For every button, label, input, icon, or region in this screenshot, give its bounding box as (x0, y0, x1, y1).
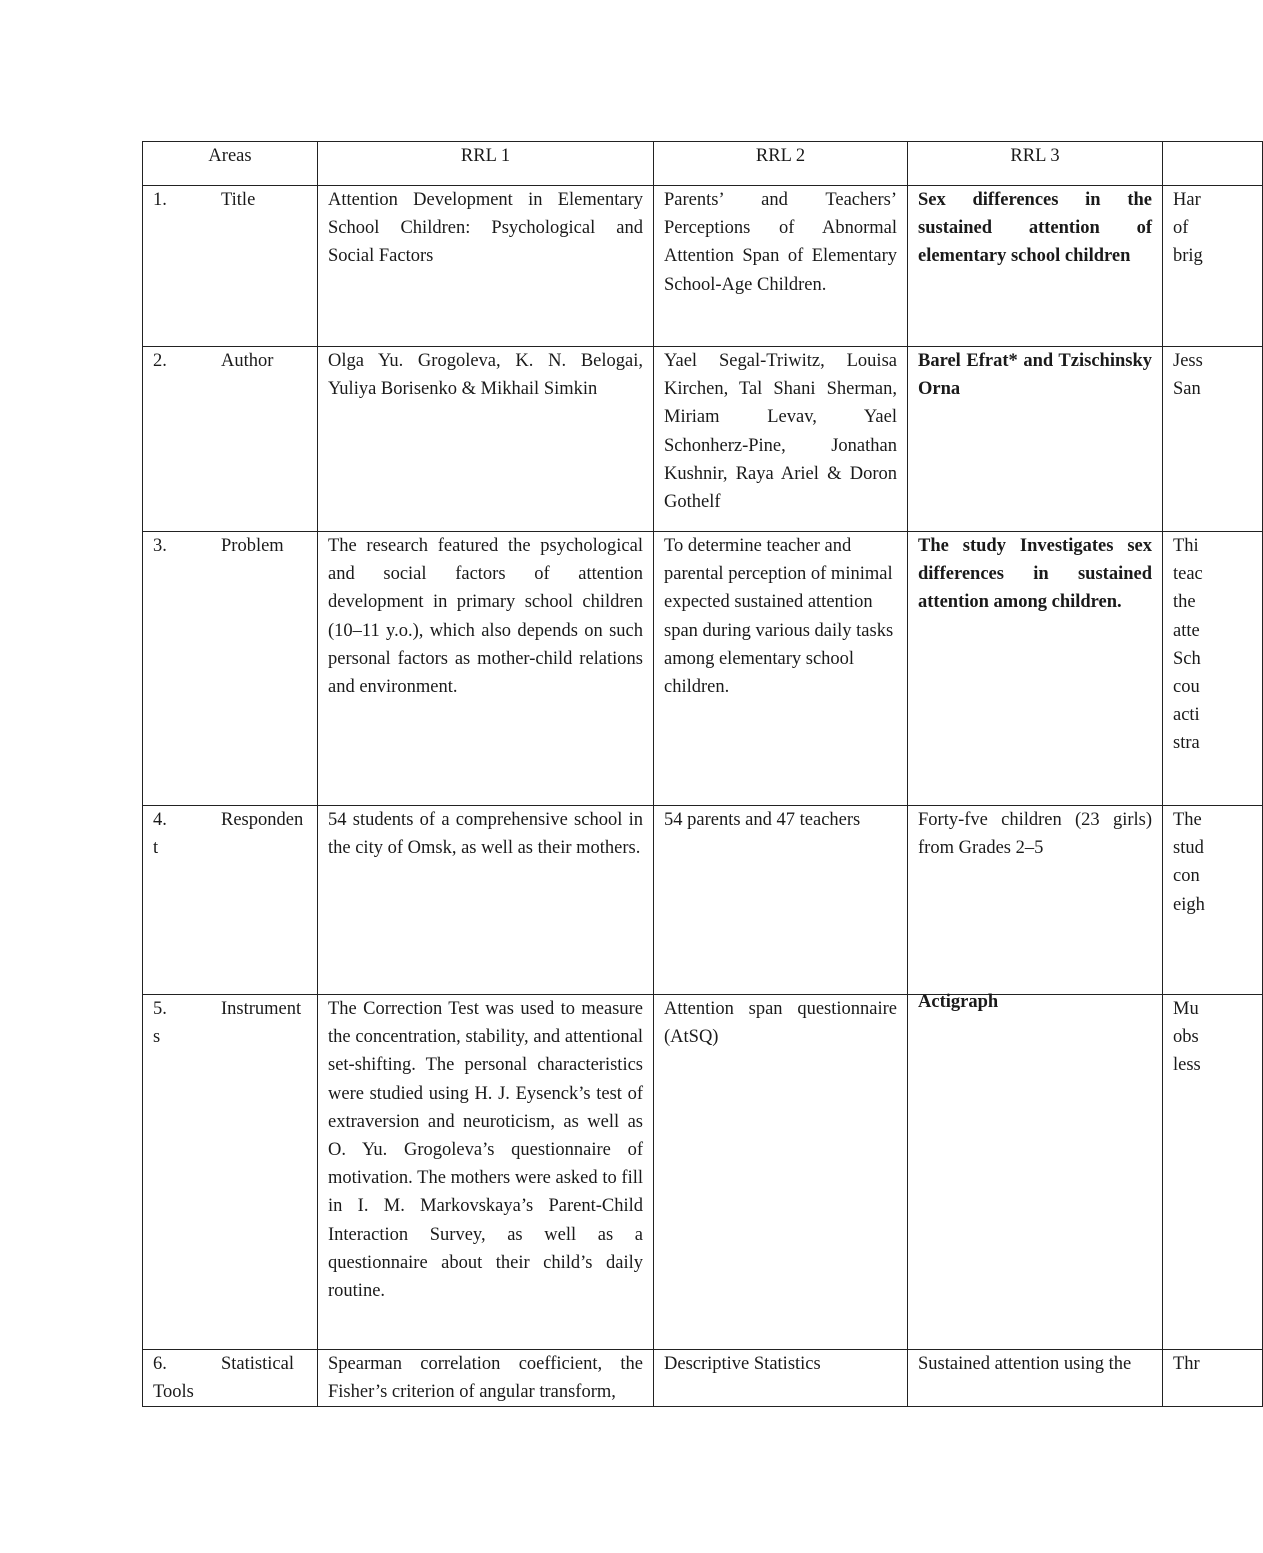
rrl2-cell: Parents’ and Teachers’ Perceptions of Abnormal Attention Span of Elementary School-Age Children. (654, 186, 908, 347)
area-label: Respondent (153, 810, 304, 859)
rrl4-cell (1163, 186, 1263, 347)
rrl4-line: less (1173, 1055, 1201, 1076)
area-number: 6. (153, 1354, 167, 1374)
area-label: Title (221, 190, 256, 210)
rrl4-line: Jess (1173, 351, 1203, 371)
rrl1-cell: Spearman correlation coefficient, the Fisher’s criterion of angular transform, (318, 1350, 654, 1407)
area-label: Instruments (153, 999, 302, 1048)
area-cell (143, 806, 318, 995)
rrl4-line: the (1173, 592, 1196, 613)
header-rrl-2: RRL 2 (654, 142, 908, 186)
rrl3-cell: The study Investigates sex differences in sustained attention among children. (908, 532, 1163, 806)
area-label: Problem (221, 536, 284, 556)
rrl4-line: stud (1173, 838, 1204, 859)
area-cell (143, 995, 318, 1350)
rrl4-line: acti (1173, 705, 1200, 726)
rrl3-cell: Sex differences in the sustained attention of elementary school children (908, 186, 1163, 347)
rrl2-cell: To determine teacher and parental perception of minimal expected sustained attention span during various daily tasks among elementary school children. (654, 532, 908, 806)
rrl4-line: teac (1173, 564, 1203, 585)
rrl4-line: Thi (1173, 536, 1199, 556)
area-label: Author (221, 351, 274, 371)
rrl1-cell: The research featured the psychological and social factors of attention development in primary school children (10–11 y.o.), which also depends on such personal factors as mother-child relations and environment. (318, 532, 654, 806)
rrl1-cell: The Correction Test was used to measure the concentration, stability, and attentional set-shifting. The personal characteristics were studied using H. J. Eysenck’s test of extraversion and neuroticism, as well as O. Yu. Grogoleva’s questionnaire of motivation. The mothers were asked to fill in I. M. Markovskaya’s Parent-Child Interaction Survey, as well as a questionnaire about their child’s daily routine. (318, 995, 654, 1350)
header-areas: Areas (143, 142, 318, 186)
rrl4-line: brig (1173, 246, 1203, 267)
rrl2-cell: Descriptive Statistics (654, 1350, 908, 1407)
area-number: 2. (153, 351, 167, 371)
rrl4-line: Sch (1173, 648, 1201, 669)
table-row-author (143, 347, 1263, 532)
rrl4-line: eigh (1173, 894, 1205, 915)
area-cell (143, 186, 318, 347)
area-number: 5. (153, 999, 167, 1019)
header-rrl-4 (1163, 142, 1263, 186)
rrl2-cell: 54 parents and 47 teachers (654, 806, 908, 995)
rrl4-line: San (1173, 379, 1201, 400)
area-cell (143, 347, 318, 532)
rrl1-cell: Olga Yu. Grogoleva, K. N. Belogai, Yuliya Borisenko & Mikhail Simkin (318, 347, 654, 532)
area-number: 4. (153, 810, 167, 830)
rrl3-cell: Barel Efrat* and Tzischinsky Orna (908, 347, 1163, 532)
rrl-comparison-table (142, 141, 1263, 1407)
table-row-title (143, 186, 1263, 347)
rrl4-cell (1163, 995, 1263, 1350)
table-row-instruments (143, 995, 1263, 1350)
rrl2-cell: Attention span questionnaire (AtSQ) (654, 995, 908, 1350)
rrl4-line: stra (1173, 733, 1200, 754)
rrl4-line: The (1173, 810, 1202, 830)
rrl1-cell: Attention Development in Elementary School Children: Psychological and Social Factors (318, 186, 654, 347)
table-row-respondent (143, 806, 1263, 995)
rrl4-cell (1163, 806, 1263, 995)
rrl4-line: Mu (1173, 999, 1199, 1019)
rrl4-cell (1163, 347, 1263, 532)
area-cell (143, 1350, 318, 1407)
rrl4-cell (1163, 1350, 1263, 1407)
table-row-problem (143, 532, 1263, 806)
rrl4-line: Thr (1173, 1354, 1200, 1374)
area-number: 1. (153, 190, 167, 210)
area-number: 3. (153, 536, 167, 556)
rrl3-cell: Sustained attention using the (908, 1350, 1163, 1407)
area-label: Statistical Tools (153, 1354, 294, 1403)
rrl2-cell: Yael Segal-Triwitz, Louisa Kirchen, Tal Shani Sherman, Miriam Levav, Yael Schonherz-Pine, Jonathan Kushnir, Raya Ariel & Doron Gothelf (654, 347, 908, 532)
rrl4-cell (1163, 532, 1263, 806)
header-rrl-3: RRL 3 (908, 142, 1163, 186)
rrl3-cell: Actigraph (908, 995, 1163, 1350)
rrl4-line: obs (1173, 1027, 1199, 1048)
table-row-statistical-tools (143, 1350, 1263, 1407)
rrl4-line: atte (1173, 620, 1200, 641)
rrl4-line: cou (1173, 677, 1200, 698)
area-cell (143, 532, 318, 806)
rrl1-cell: 54 students of a comprehensive school in the city of Omsk, as well as their mothers. (318, 806, 654, 995)
header-rrl-1: RRL 1 (318, 142, 654, 186)
rrl4-line: of (1173, 218, 1189, 239)
rrl3-cell: Forty-fve children (23 girls) from Grades 2–5 (908, 806, 1163, 995)
rrl4-line: con (1173, 866, 1200, 887)
rrl4-line: Har (1173, 190, 1201, 210)
table-header-row (143, 142, 1263, 186)
